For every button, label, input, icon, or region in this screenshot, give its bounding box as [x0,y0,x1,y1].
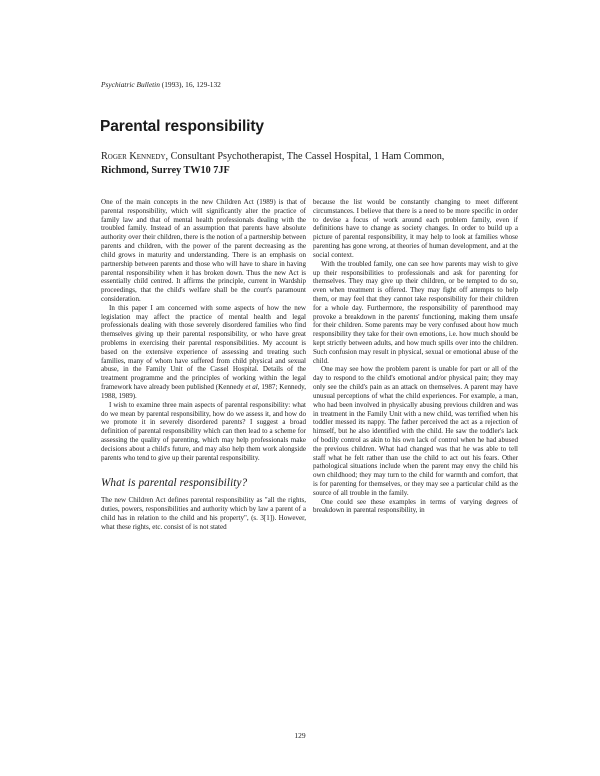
author-location: Richmond, Surrey TW10 7JF [101,164,230,176]
left-column [101,198,306,532]
paragraph: One of the main concepts in the new Children Act (1989) is that of parental responsibility, which will significantly alter the practice of family law and that of mental health professionals dealing with the troubled family. Instead of an assumption that parents have absolute authority over their children, there is the notion of a partnership between parents and children, with the power of the parent decreasing as the child grows in maturity and understanding. There is an emphasis on partnership between parents and those who will have to share in having parental responsibility when it has broken down. Thus the new Act is essentially child centred. It affirms the principle, current in Wardship proceedings, that the child's welfare shall be the court's paramount consideration. [101,198,306,303]
paragraph: One could see these examples in terms of varying degrees of breakdown in parental responsibility, in [313,497,518,515]
author-name: Roger Kennedy [101,151,166,162]
paragraph: I wish to examine three main aspects of parental responsibility: what do we mean by parental responsibility, how do we assess it, and how do we promote it in severely disordered parents? I suggest a broad definition of parental responsibility which can then lead to a scheme for assessing the quality of parenting, which may help professionals make decisions about a child's future, and may also help them work alongside parents who tend to give up their parental responsibility. [101,400,306,462]
journal-citation [101,80,401,89]
author-affiliation: , Consultant Psychotherapist, The Cassel Hospital, 1 Ham Common, [165,151,445,162]
journal-volume-pages: (1993), 16, 129-132 [159,80,221,89]
section-heading: What is parental responsibility? [101,477,248,490]
page-number: 129 [294,731,306,740]
right-column [313,198,518,515]
paragraph: One may see how the problem parent is unable for part or all of the day to respond to the child's emotional and/or physical pain; they may only see the child's pain as an attack on themselves. A parent may have unusual perceptions of what the child experiences. For example, a man, who had been involved in physically abusing previous children and was in treatment in the Family Unit with a new child, was terrified when his toddler messed its nappy. The father perceived the act as a rejection of himself, but he also identified with the child. He saw the toddler's lack of bodily control as akin to his own lack of control when he had abused the previous children. What had changed was that he was able to tell staff what he felt rather than use the child to act out his fears. Other pathological situations include when the parent may envy the child his own childhood; they may turn to the child for warmth and comfort, that is for parenting for themselves, or they may see a particular child as the source of all trouble in the family. [313,365,518,497]
paragraph: because the list would be constantly changing to meet different circumstances. I believe that there is a need to be more specific in order to devise a focus of work around each problem family, even if definitions have to change as society changes. In order to build up a picture of parental responsibility, it may help to look at families whose parenting has gone wrong, at theories of human development, and at the social context. [313,198,518,259]
paragraph: The new Children Act defines parental responsibility as "all the rights, duties, powers, responsibilities and authority which by law a parent of a child has in relation to the child and his property", (s. 3[1]). However, what these rights, etc. consist of is not stated [101,496,306,531]
journal-name: Psychiatric Bulletin [101,80,160,89]
article-title: Parental responsibility [100,118,264,135]
paragraph: With the troubled family, one can see how parents may wish to give up their responsibilities to professionals and ask for parenting for themselves. They may give up their children, or be tempted to do so, even when treatment is offered. They may fight off attempts to help them, or may feel that they cannot take responsibility for their children for a whole day. Furthermore, the responsibility of parenthood may provoke a breakdown in the parents' functioning, making them unsafe for their children. Some parents may be very confused about how much responsibility they take for their own emotions, i.e. how much should be kept strictly between adults, and how much spills over into the children. Such confusion may result in physical, sexual or emotional abuse of the child. [313,259,518,365]
paragraph: In this paper I am concerned with some aspects of how the new legislation may affect the practice of mental health and legal professionals dealing with those severely disordered families who find themselves giving up their parental responsibility, or who have great problems in exercising their parental responsibilities. My account is based on the extensive experience of assessing and treating such families, many of whom have suffered from child physical and sexual abuse, in the Family Unit of the Cassel Hospital. Details of the treatment programme and the principles of working within the legal framework have already been published (Kennedy et al, 1987; Kennedy, 1988, 1989). [101,303,306,400]
byline [101,150,521,177]
